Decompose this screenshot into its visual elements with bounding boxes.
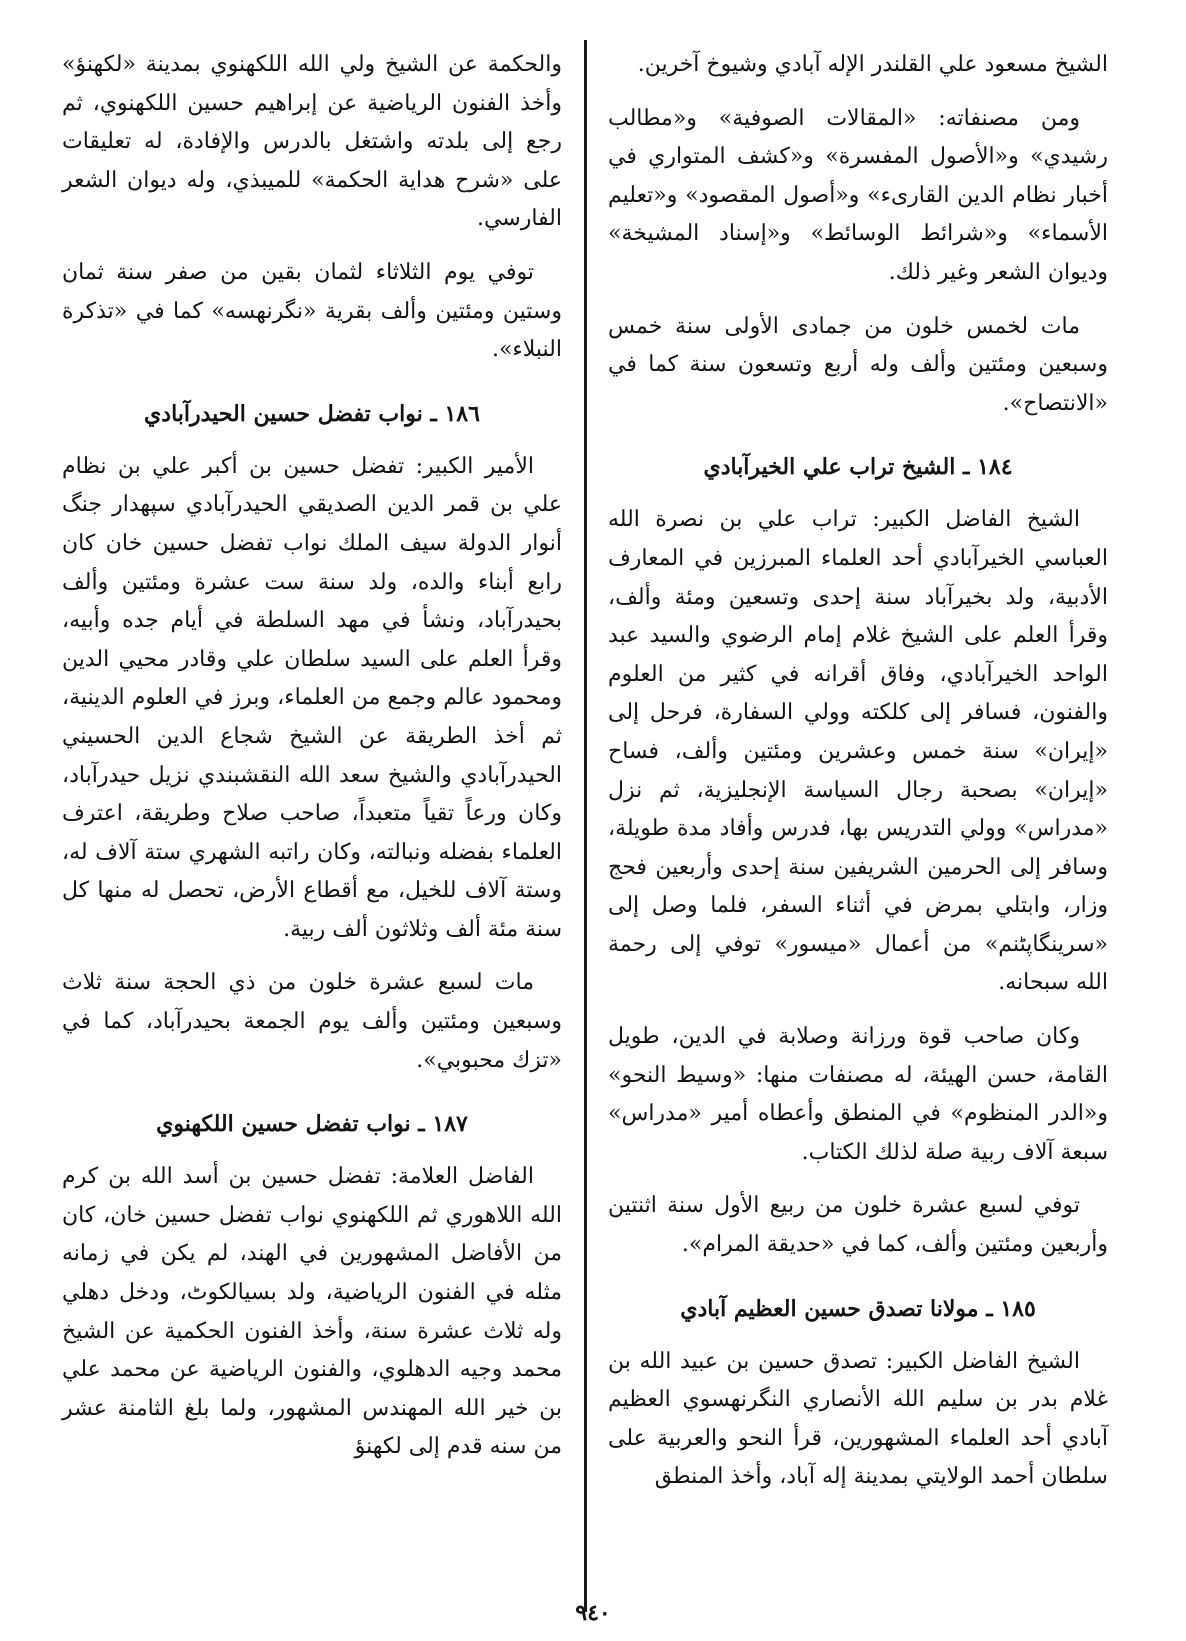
column-divider (584, 40, 587, 1612)
paragraph: الفاضل العلامة: تفضل حسين بن أسد الله بن كرم الله اللاهوري ثم اللكهنوي نواب تفضل حسين خان، كان من الأفاضل المشهورين في الهند، لم يكن في زمانه مثله في الفنون الرياضية، ولد بسيالكوٹ، ودخل دهلي وله ثلاث عشرة سنة، وأخذ الفنون الحكمية عن الشيخ محمد وجيه الدهلوي، والفنون الرياضية عن محمد علي بن خير الله المهندس المشهور، ولما بلغ الثامنة عشر من سنه قدم إلى لكهنؤ (62, 1164, 562, 1460)
section-heading: ١٨٦ ـ نواب تفضل حسين الحيدرآبادي (144, 400, 480, 427)
paragraph: ومن مصنفاته: «المقالات الصوفية» و«مطالب رشيدي» و«الأصول المفسرة» و«كشف المتواري في أخبار نظام الدين القارىء» و«أصول المقصود» و«تعليم الأسماء» و«شرائط الوسائط» و«إسناد المشيخة» وديوان الشعر وغير ذلك. (608, 105, 1108, 285)
paragraph: وكان صاحب قوة ورزانة وصلابة في الدين، طويل القامة، حسن الهيئة، له مصنفات منها: «وسيط النحو» و«الدر المنظوم» في المنطق وأعطاه أمير «مدراس» سبعة آلاف ربية صلة لذلك الكتاب. (608, 1024, 1108, 1165)
paragraph: مات لسبع عشرة خلون من ذي الحجة سنة ثلاث وسبعين ومئتين وألف يوم الجمعة بحيدرآباد، كما في «تزك محبوبي». (62, 970, 562, 1073)
paragraph: الشيخ الفاضل الكبير: تراب علي بن نصرة الله العباسي الخيرآبادي أحد العلماء المبرزين في المعارف الأدبية، ولد بخيرآباد سنة إحدى وتسعين ومئة وألف، وقرأ العلم على الشيخ غلام إمام الرضوي والسيد عبد الواحد الخيرآبادي، وفاق أقرانه في كثير من العلوم والفنون، فسافر إلى كلكته وولي السفارة، فرحل إلى «إيران» سنة خمس وعشرين ومئتين وألف، فساح «إيران» بصحبة رجال السياسة الإنجليزية، ثم نزل «مدراس» وولي التدريس بها، فدرس وأفاد مدة طويلة، وسافر إلى الحرمين الشريفين سنة إحدى وأربعين فحج وزار، وابتلي بمرض في أثناء السفر، فلما وصل إلى «سرينگاپٹنم» من أعمال «ميسور» توفي إلى رحمة الله سبحانه. (608, 507, 1108, 996)
paragraph: توفي لسبع عشرة خلون من ربيع الأول سنة اثنتين وأربعين ومئتين وألف، كما في «حديقة المرام». (608, 1193, 1108, 1258)
paragraph: الشيخ مسعود علي القلندر الإله آبادي وشيوخ آخرين. (637, 52, 1108, 77)
paragraph: الشيخ الفاضل الكبير: تصدق حسين بن عبيد الله بن غلام بدر بن سليم الله الأنصاري النگرنهسوي العظيم آبادي أحد العلماء المشهورين، قرأ النحو والعربية على سلطان أحمد الولايتي بمدينة إله آباد، وأخذ المنطق (608, 1348, 1108, 1490)
paragraph: الأمير الكبير: تفضل حسين بن أكبر علي بن نظام علي بن قمر الدين الصديقي الحيدرآبادي سپهدار جنگ أنوار الدولة سيف الملك نواب تفضل حسين خان كان رابع أبناء والده، ولد سنة ست عشرة ومئتين وألف بحيدرآباد، ونشأ في مهد السلطة في أيام جده وأبيه، وقرأ العلم على السيد سلطان علي وقادر محيي الدين ومحمود عالم وجمع من العلماء، وبرز في العلوم الدينية، ثم أخذ الطريقة عن الشيخ شجاع الدين الحسيني الحيدرآبادي والشيخ سعد الله النقشبندي نزيل حيدرآباد، وكان ورعاً تقياً متعبداً، صاحب صلاح وطريقة، اعترف العلماء بفضله ونبالته، وكان راتبه الشهري ستة آلاف له، وستة آلاف للخيل، مع أقطاع الأرض، تحصل له منها كل سنة مئة ألف وثلاثون ألف ربية. (62, 453, 562, 942)
section-heading: ١٨٧ ـ نواب تفضل حسين اللكهنوي (156, 1111, 468, 1138)
paragraph: مات لخمس خلون من جمادى الأولى سنة خمس وسبعين ومئتين وألف وله أربع وتسعون سنة كما في «الانتصاح». (608, 313, 1108, 416)
paragraph: والحكمة عن الشيخ ولي الله اللكهنوي بمدينة «لكهنؤ» وأخذ الفنون الرياضية عن إبراهيم حسين اللكهنوي، ثم رجع إلى بلدته واشتغل بالدرس والإفادة، له تعليقات على «شرح هداية الحكمة» للميبذي، وله ديوان الشعر الفارسي. (62, 52, 562, 232)
section-heading: ١٨٤ ـ الشيخ تراب علي الخيرآبادي (703, 454, 1013, 481)
left-column (62, 46, 562, 1482)
paragraph: توفي يوم الثلاثاء لثمان بقين من صفر سنة ثمان وستين ومئتين وألف بقرية «نگرنهسه» كما في «تذكرة النبلاء». (62, 259, 562, 363)
section-heading: ١٨٥ ـ مولانا تصدق حسين العظيم آبادي (680, 1295, 1036, 1322)
page-number: ٩٤٠ (575, 1600, 611, 1626)
right-column (608, 46, 1108, 1512)
